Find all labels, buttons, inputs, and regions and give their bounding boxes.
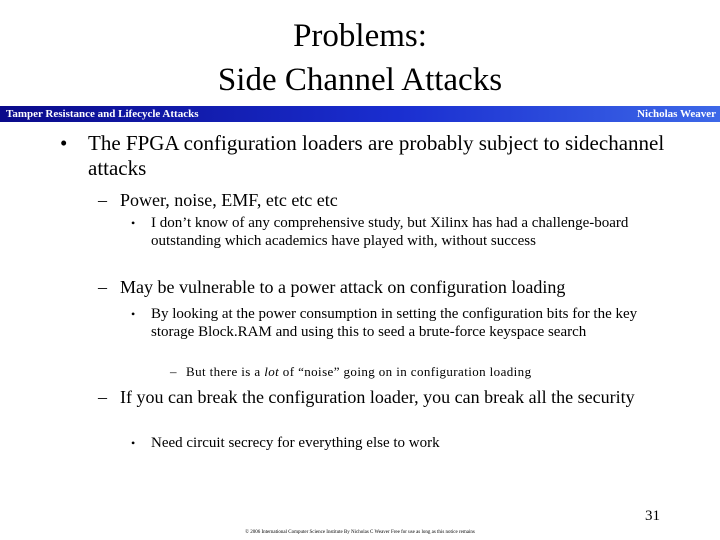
slide-title-line1: Problems: [293, 18, 427, 54]
subbullet-text: May be vulnerable to a power attack on configuration loading [120, 277, 566, 297]
page-number: 31 [645, 508, 660, 524]
header-author: Nicholas Weaver [637, 108, 716, 120]
noise-note-text: But there is a lot of “noise” going on in configuration loading [186, 364, 532, 379]
dash-marker: – [98, 387, 107, 407]
bullet-marker: • [131, 216, 136, 230]
detail-noise-note [170, 364, 690, 380]
bullet-fpga-loaders [60, 131, 700, 181]
bullet-marker: • [60, 131, 68, 155]
bullet-text: The FPGA configuration loaders are probably subject to sidechannel attacks [88, 131, 665, 180]
detail-xilinx-challenge [131, 214, 631, 250]
header-bar [0, 106, 720, 122]
subbullet-power-noise [98, 190, 698, 211]
detail-text: I don’t know of any comprehensive study, but Xilinx has had a challenge-board outstanding which academics have played with, without success [151, 215, 629, 249]
dash-marker: – [98, 277, 107, 297]
slide-title [0, 14, 720, 102]
detail-power-consumption [131, 305, 661, 341]
bullet-marker: • [131, 307, 136, 321]
subbullet-text: Power, noise, EMF, etc etc etc [120, 190, 338, 210]
dash-marker: – [170, 364, 177, 379]
dash-marker: – [98, 190, 107, 210]
subbullet-power-attack [98, 277, 698, 298]
subbullet-break-loader [98, 387, 658, 408]
footer-copyright: © 2006 International Computer Science Institute By Nicholas C Weaver Free for use as long as this notice remains [245, 530, 475, 535]
subbullet-text: If you can break the configuration loader, you can break all the security [120, 387, 635, 407]
detail-text: Need circuit secrecy for everything else to work [151, 435, 440, 451]
header-course-title: Tamper Resistance and Lifecycle Attacks [6, 108, 199, 120]
emphasis-lot: lot [264, 364, 280, 379]
slide-title-line2: Side Channel Attacks [217, 62, 503, 98]
detail-circuit-secrecy [131, 434, 631, 452]
bullet-marker: • [131, 436, 136, 450]
detail-text: By looking at the power consumption in setting the configuration bits for the key storage Block.RAM and using this to seed a brute-force keyspace search [151, 306, 638, 340]
